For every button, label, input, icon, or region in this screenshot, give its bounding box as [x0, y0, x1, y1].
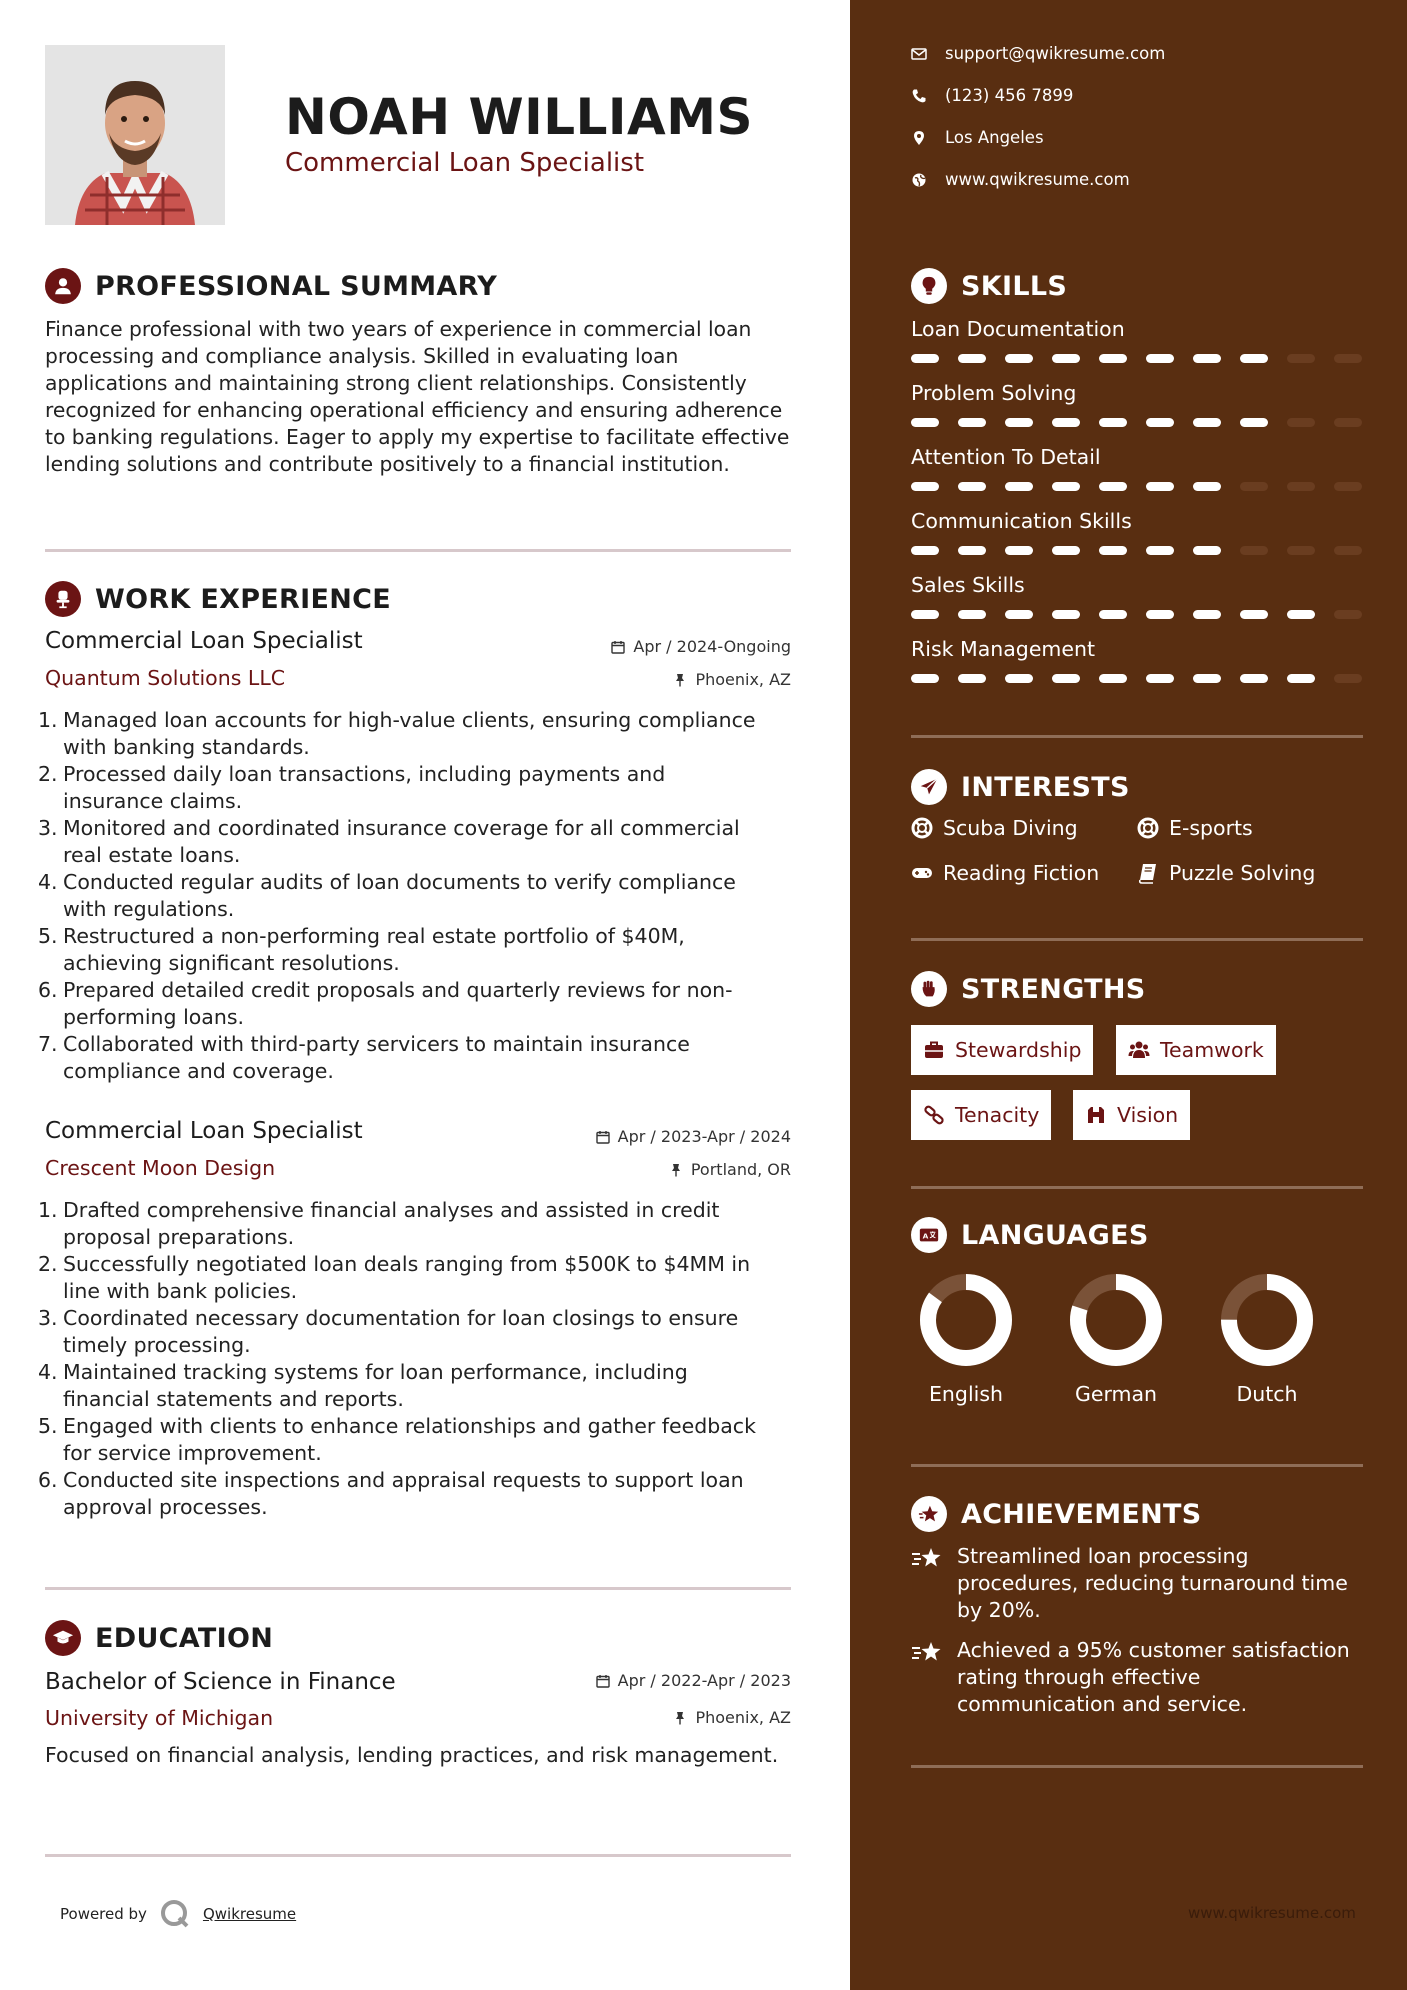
skill-level-dash	[1193, 674, 1221, 683]
strengths-title: STRENGTHS	[961, 973, 1146, 1005]
strength-chip	[911, 1025, 1093, 1075]
strength-label: Teamwork	[1160, 1038, 1264, 1062]
degree-title: Bachelor of Science in Finance	[45, 1669, 396, 1695]
skill-level-dash	[1334, 546, 1362, 555]
job-title: Commercial Loan Specialist	[45, 1118, 363, 1144]
interest-item	[1137, 861, 1315, 885]
skill-level-dash	[1146, 610, 1174, 619]
skills-heading	[911, 268, 1067, 304]
skill-level-dash	[1240, 610, 1268, 619]
skill-name: Risk Management	[911, 637, 1096, 661]
skill-level-dash	[958, 546, 986, 555]
list-item: 2. Processed daily loan transactions, including payments and insurance claims.	[38, 762, 666, 813]
summary-text: Finance professional with two years of experience in commercial loan processing and compliance analysis. Skilled in evaluating loan applications and maintaining strong client relationships. Consistently recognized for enhancing operational efficiency and ensuring adherence to banking regulations. Eager to apply my expertise to facilitate effective lending solutions and contribute positively to a financial institution.	[45, 317, 790, 476]
skill-level-dash	[1334, 354, 1362, 363]
contact-phone[interactable]	[911, 86, 1073, 105]
skill-level-dash	[1099, 418, 1127, 427]
education-title: EDUCATION	[95, 1622, 274, 1654]
translate-icon	[911, 1217, 947, 1253]
pin-icon	[669, 1163, 683, 1177]
strengths-heading	[911, 971, 1146, 1007]
education-date-text: Apr / 2022-Apr / 2023	[617, 1671, 791, 1690]
education-heading	[45, 1620, 273, 1656]
skill-level-dash	[1099, 482, 1127, 491]
interest-label: Scuba Diving	[943, 816, 1078, 840]
list-item: 1. Managed loan accounts for high-value clients, ensuring compliance with banking standards.	[38, 708, 756, 759]
company-name: Crescent Moon Design	[45, 1156, 276, 1180]
pin-icon	[673, 1711, 687, 1725]
languages-heading	[911, 1217, 1149, 1253]
divider	[911, 1464, 1363, 1467]
user-icon	[45, 268, 81, 304]
calendar-icon	[611, 640, 625, 654]
book-icon	[1137, 862, 1159, 884]
svg-text:A: A	[922, 1231, 929, 1241]
job-date	[596, 1127, 791, 1146]
skill-level-dash	[1005, 610, 1033, 619]
skill-level-dash	[1240, 482, 1268, 491]
strength-label: Stewardship	[955, 1038, 1082, 1062]
skill-level-dash	[1052, 674, 1080, 683]
list-item: 4. Maintained tracking systems for loan performance, including financial statements and reports.	[38, 1360, 688, 1411]
language-name: English	[928, 1382, 1004, 1406]
skill-level-dash	[1287, 418, 1315, 427]
skill-level-dash	[1099, 610, 1127, 619]
skill-name: Problem Solving	[911, 381, 1077, 405]
divider	[911, 1186, 1363, 1189]
skill-level-dash	[958, 674, 986, 683]
skill-level-dash	[1052, 610, 1080, 619]
skill-level-dash	[1005, 546, 1033, 555]
skill-level-dash	[1052, 482, 1080, 491]
skill-level-bar	[911, 674, 1362, 683]
skill-level-dash	[1287, 674, 1315, 683]
interest-label: E-sports	[1169, 816, 1253, 840]
achievement-item	[911, 1637, 1371, 1718]
skill-level-dash	[1334, 418, 1362, 427]
skill-level-dash	[911, 610, 939, 619]
skill-level-dash	[1287, 482, 1315, 491]
location-pin-icon	[911, 130, 927, 146]
list-item: 5. Engaged with clients to enhance relationships and gather feedback for service improvement.	[38, 1414, 756, 1465]
list-item: 5. Restructured a non-performing real estate portfolio of $40M, achieving significant resolutions.	[38, 924, 685, 975]
skill-level-dash	[911, 674, 939, 683]
language-level-ring	[918, 1272, 1014, 1368]
experience-heading	[45, 581, 391, 617]
interest-item	[911, 816, 1078, 840]
skill-level-dash	[1146, 354, 1174, 363]
job-date-text: Apr / 2023-Apr / 2024	[617, 1127, 791, 1146]
website-text: www.qwikresume.com	[945, 170, 1130, 189]
skill-level-dash	[1334, 674, 1362, 683]
contact-website[interactable]	[911, 170, 1130, 189]
skill-level-dash	[1099, 546, 1127, 555]
skill-name: Attention To Detail	[911, 445, 1101, 469]
strength-chip	[1116, 1025, 1276, 1075]
achievement-text: Achieved a 95% customer satisfaction rating through effective communication and service.	[957, 1638, 1350, 1716]
skill-level-dash	[1334, 482, 1362, 491]
skill-level-dash	[1005, 674, 1033, 683]
divider	[911, 735, 1363, 738]
skill-level-dash	[1052, 418, 1080, 427]
email-text: support@qwikresume.com	[945, 44, 1166, 63]
skill-level-dash	[1099, 354, 1127, 363]
school-name: University of Michigan	[45, 1706, 274, 1730]
skill-name: Sales Skills	[911, 573, 1025, 597]
skill-level-dash	[958, 354, 986, 363]
skill-level-dash	[1240, 546, 1268, 555]
skill-level-dash	[1240, 354, 1268, 363]
education-location-text: Phoenix, AZ	[695, 1708, 791, 1727]
divider	[911, 938, 1363, 941]
powered-by	[60, 1898, 296, 1930]
skill-level-dash	[1005, 418, 1033, 427]
achievement-item	[911, 1543, 1371, 1624]
skill-level-dash	[1193, 418, 1221, 427]
summary-title: PROFESSIONAL SUMMARY	[95, 270, 498, 302]
fist-icon	[911, 971, 947, 1007]
job-location-text: Phoenix, AZ	[695, 670, 791, 689]
life-ring-icon	[1137, 817, 1159, 839]
contact-email[interactable]	[911, 44, 1165, 63]
skill-level-dash	[1005, 482, 1033, 491]
skill-level-dash	[1287, 610, 1315, 619]
strength-chip	[1073, 1090, 1190, 1140]
phone-text: (123) 456 7899	[945, 86, 1074, 105]
binoculars-icon	[1085, 1104, 1107, 1126]
skill-level-dash	[911, 354, 939, 363]
summary-heading	[45, 268, 497, 304]
candidate-name: NOAH WILLIAMS	[285, 88, 753, 146]
skill-level-dash	[1193, 482, 1221, 491]
skill-level-dash	[1052, 354, 1080, 363]
skill-name: Loan Documentation	[911, 317, 1125, 341]
job-bullets	[38, 1197, 798, 1521]
list-item: 3. Monitored and coordinated insurance coverage for all commercial real estate loans.	[38, 816, 740, 867]
divider	[911, 1765, 1363, 1768]
strength-chip	[911, 1090, 1051, 1140]
sidebar	[850, 0, 1407, 1990]
education-location	[673, 1708, 791, 1727]
list-item: 3. Coordinated necessary documentation for loan closings to ensure timely processing.	[38, 1306, 739, 1357]
divider	[45, 1854, 791, 1857]
users-icon	[1128, 1039, 1150, 1061]
calendar-icon	[596, 1130, 610, 1144]
divider	[45, 549, 791, 552]
qwikresume-logo-icon	[159, 1898, 191, 1930]
achievements-title: ACHIEVEMENTS	[961, 1498, 1202, 1530]
skill-level-dash	[958, 482, 986, 491]
language-name: Dutch	[1236, 1382, 1298, 1406]
skill-level-dash	[911, 418, 939, 427]
list-item: 7. Collaborated with third-party servicers to maintain insurance compliance and coverage.	[38, 1032, 690, 1083]
paper-plane-icon	[911, 769, 947, 805]
profile-photo	[45, 45, 225, 225]
skill-level-dash	[1193, 546, 1221, 555]
skill-level-dash	[911, 546, 939, 555]
skill-level-dash	[958, 610, 986, 619]
skill-level-dash	[1193, 610, 1221, 619]
life-ring-icon	[911, 817, 933, 839]
job-bullets	[38, 707, 798, 1085]
languages-title: LANGUAGES	[961, 1219, 1149, 1251]
skill-name: Communication Skills	[911, 509, 1132, 533]
footer-url: www.qwikresume.com	[1188, 1904, 1356, 1922]
skill-level-bar	[911, 482, 1362, 491]
skill-level-bar	[911, 546, 1362, 555]
divider	[45, 1587, 791, 1590]
strength-label: Tenacity	[955, 1103, 1040, 1127]
language-item	[1061, 1272, 1171, 1406]
interest-label: Puzzle Solving	[1169, 861, 1316, 885]
skill-level-bar	[911, 354, 1362, 363]
globe-icon	[911, 172, 927, 188]
job-title: Commercial Loan Specialist	[45, 628, 363, 654]
list-item: 6. Conducted site inspections and appraisal requests to support loan approval processes.	[38, 1468, 744, 1519]
education-date	[596, 1671, 791, 1690]
briefcase-icon	[923, 1039, 945, 1061]
skill-level-dash	[1146, 482, 1174, 491]
list-item: 4. Conducted regular audits of loan documents to verify compliance with regulations.	[38, 870, 736, 921]
interests-heading	[911, 769, 1130, 805]
skill-level-dash	[1005, 354, 1033, 363]
lightbulb-icon	[911, 268, 947, 304]
skill-level-dash	[1146, 418, 1174, 427]
skill-level-bar	[911, 418, 1362, 427]
language-level-ring	[1219, 1272, 1315, 1368]
skill-level-dash	[1146, 546, 1174, 555]
job-location-text: Portland, OR	[690, 1160, 791, 1179]
shooting-star-icon	[911, 1545, 943, 1571]
achievements-heading	[911, 1496, 1202, 1532]
experience-title: WORK EXPERIENCE	[95, 583, 391, 615]
phone-icon	[911, 88, 927, 104]
language-item	[1212, 1272, 1322, 1406]
briefcase-chair-icon	[45, 581, 81, 617]
language-item	[911, 1272, 1021, 1406]
education-description: Focused on financial analysis, lending practices, and risk management.	[45, 1743, 779, 1767]
calendar-icon	[596, 1674, 610, 1688]
list-item: 6. Prepared detailed credit proposals and quarterly reviews for non- performing loans.	[38, 978, 733, 1029]
envelope-icon	[911, 46, 927, 62]
skill-level-dash	[958, 418, 986, 427]
gamepad-icon	[911, 862, 933, 884]
candidate-role: Commercial Loan Specialist	[285, 148, 645, 178]
skill-level-dash	[1287, 354, 1315, 363]
skill-level-dash	[1052, 546, 1080, 555]
shooting-star-icon	[911, 1639, 943, 1665]
strength-label: Vision	[1117, 1103, 1179, 1127]
list-item: 1. Drafted comprehensive financial analyses and assisted in credit proposal preparations.	[38, 1198, 720, 1249]
star-badge-icon	[911, 1496, 947, 1532]
pin-icon	[673, 673, 687, 687]
powered-by-label: Powered by	[60, 1905, 147, 1923]
interest-item	[1137, 816, 1253, 840]
skill-level-dash	[1240, 418, 1268, 427]
skill-level-dash	[1287, 546, 1315, 555]
job-date	[611, 637, 791, 656]
job-location	[669, 1160, 791, 1179]
job-date-text: Apr / 2024-Ongoing	[633, 637, 791, 656]
skill-level-dash	[1240, 674, 1268, 683]
location-text: Los Angeles	[945, 128, 1044, 147]
link-icon	[923, 1104, 945, 1126]
graduation-cap-icon	[45, 1620, 81, 1656]
skill-level-dash	[1334, 610, 1362, 619]
skill-level-dash	[1146, 674, 1174, 683]
company-name: Quantum Solutions LLC	[45, 666, 286, 690]
language-level-ring	[1068, 1272, 1164, 1368]
skill-level-dash	[911, 482, 939, 491]
skill-level-dash	[1193, 354, 1221, 363]
job-location	[673, 670, 791, 689]
contact-location	[911, 128, 1044, 147]
interest-label: Reading Fiction	[943, 861, 1100, 885]
skill-level-dash	[1099, 674, 1127, 683]
skill-level-bar	[911, 610, 1362, 619]
language-name: German	[1074, 1382, 1158, 1406]
skills-title: SKILLS	[961, 270, 1068, 302]
interest-item	[911, 861, 1099, 885]
achievement-text: Streamlined loan processing procedures, reducing turnaround time by 20%.	[957, 1544, 1348, 1622]
list-item: 2. Successfully negotiated loan deals ranging from $500K to $4MM in line with bank policies.	[38, 1252, 751, 1303]
qwikresume-link[interactable]: Qwikresume	[202, 1905, 297, 1923]
interests-title: INTERESTS	[961, 771, 1130, 803]
